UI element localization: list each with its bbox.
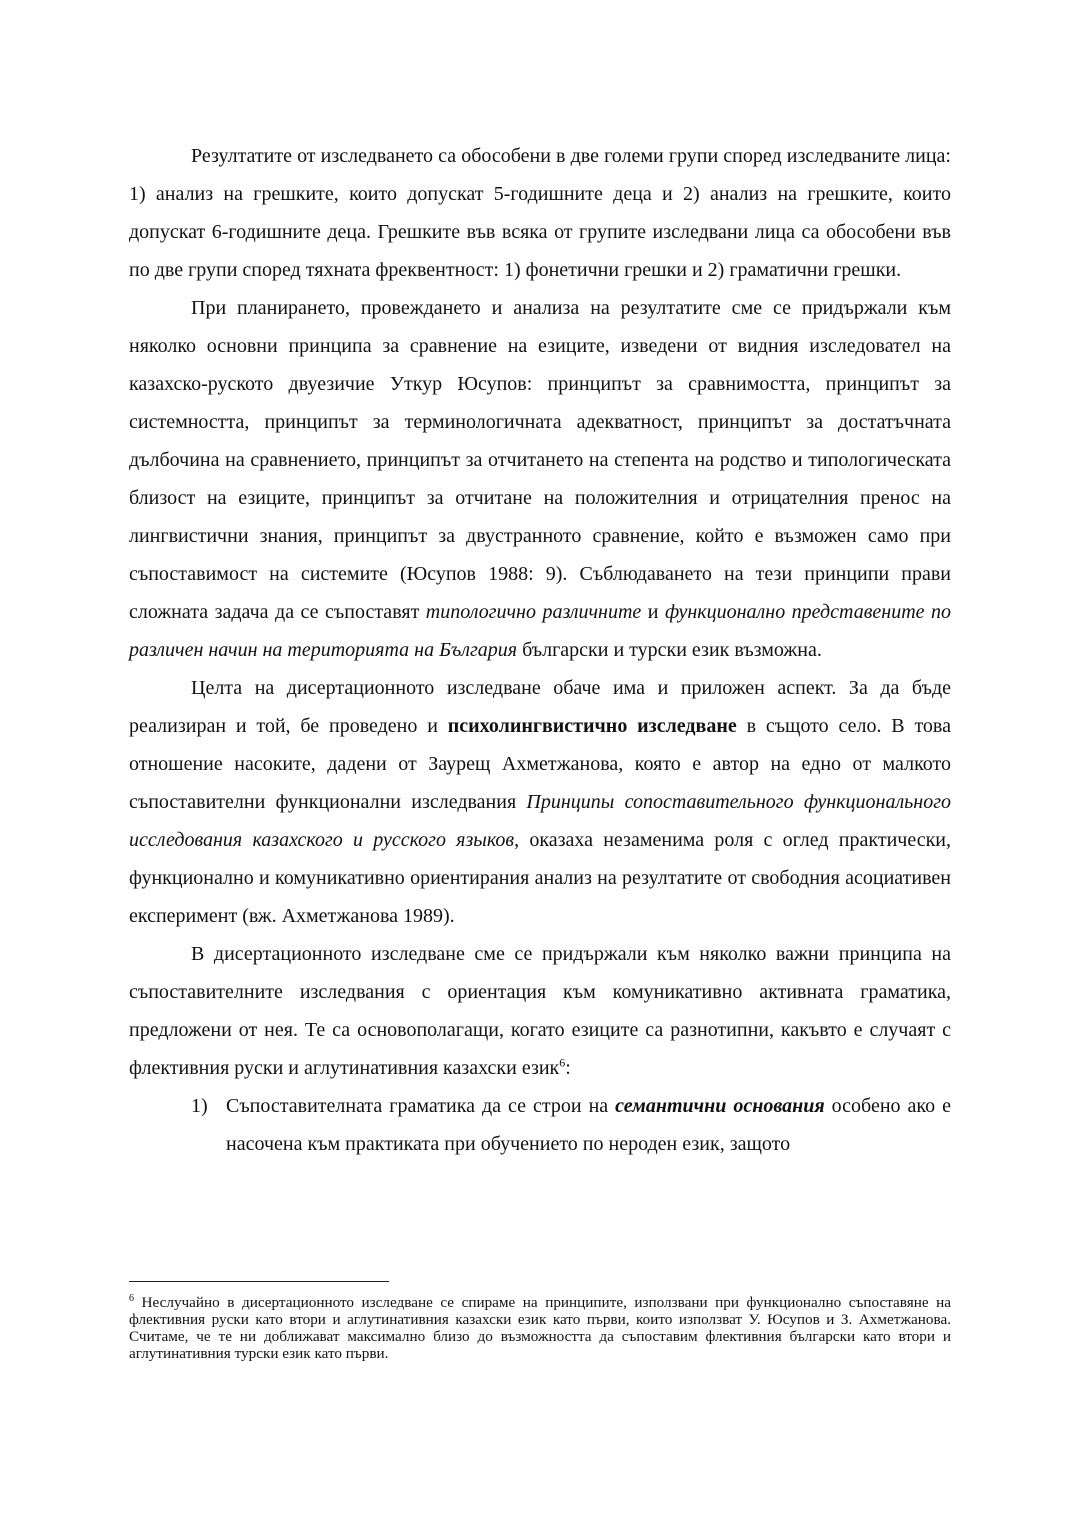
paragraph-text: , оказаха незаменима роля с оглед практически, функционално и комуникативно ориентирания анализ на резултатите от свободния асоциативен експеримент (вж. Ахметжанова 1989). — [129, 829, 951, 927]
list-item-text: особено ако е насочена към практиката при обучението по нероден език, защото — [226, 1095, 952, 1155]
main-text — [129, 137, 951, 1163]
paragraph-text: български и турски език възможна. — [517, 639, 822, 661]
italic-phrase: функционално представените по различен начин на територията на България — [129, 601, 952, 661]
paragraph-text: и — [641, 601, 665, 623]
principles-list — [129, 1087, 951, 1163]
paragraph-principles — [129, 289, 951, 669]
paragraph-text: в същото село. В това отношение насоките, дадени от Заурещ Ахметжанова, която е автор на едно от малкото съпоставителни функционални изследвания — [129, 715, 951, 813]
cited-work-title: Принципы сопоставительного функционального исследования казахского и русского языков — [129, 791, 951, 851]
footnote-separator — [129, 1281, 389, 1282]
list-item — [191, 1087, 952, 1163]
paragraph-text: Целта на дисертационното изследване обаче има и приложен аспект. За да бъде реализиран и той, бе проведено и — [129, 677, 951, 737]
footnote — [129, 1294, 951, 1362]
bold-italic-phrase: семантични основания — [615, 1095, 825, 1117]
document-page — [129, 137, 951, 1163]
paragraph-grammar — [129, 935, 951, 1087]
paragraph-text: : — [565, 1057, 571, 1079]
paragraph-text: В дисертационното изследване сме се придържали към няколко важни принципа на съпоставителните изследвания с ориентация към комуникативно активната граматика, предложени от нея. Те са основополагащи, когато езиците са разнотипни, какъвто е случаят с флективния руски и аглутинативния казахски език — [129, 943, 951, 1079]
list-item-number: 1) — [191, 1095, 208, 1117]
footnote-text: Неслучайно в дисертационното изследване се спираме на принципите, използвани при функционално съпоставяне на флективния руски като втори и аглутинативния казахски език като първи, които използват У. Юсупов и З. Ахметжанова. Считаме, че те ни доближават максимално близо до възможността да съпоставим флективния български като втори и аглутинативния турски език като първи. — [129, 1294, 951, 1362]
italic-phrase: типологично различните — [425, 601, 642, 623]
paragraph-results — [129, 137, 951, 289]
paragraph-text: При планирането, провеждането и анализа на резултатите сме се придържали към няколко основни принципа за сравнение на езиците, изведени от видния изследовател на казахско-руското двуезичие Уткур Юсупов: принципът за сравнимостта, принципът за системността, принципът за терминологичната адекватност, принципът за достатъчната дълбочина на сравнението, принципът за отчитането на степента на родство и типологическата близост на езиците, принципът за отчитане на положителния и отрицателния пренос на лингвистични знания, принципът за двустранното сравнение, който е възможен само при съпоставимост на системите (Юсупов 1988: 9). Съблюдаването на тези принципи прави сложната задача да се съпоставят — [129, 297, 951, 623]
footnote-reference[interactable]: 6 — [559, 1055, 566, 1070]
bold-phrase: психолингвистично изследване — [447, 715, 737, 737]
paragraph-text: Резултатите от изследването са обособени в две големи групи според изследваните лица: 1) анализ на грешките, които допускат 5-годишните деца и 2) анализ на грешките, които допускат 6-годишните деца. Грешките във всяка от групите изследвани лица са обособени във по две групи според тяхната фреквентност: 1) фонетични грешки и 2) граматични грешки. — [129, 145, 951, 281]
paragraph-aim — [129, 669, 951, 935]
list-item-text: Съпоставителната граматика да се строи на — [226, 1095, 616, 1117]
footnote-marker: 6 — [129, 1292, 134, 1304]
